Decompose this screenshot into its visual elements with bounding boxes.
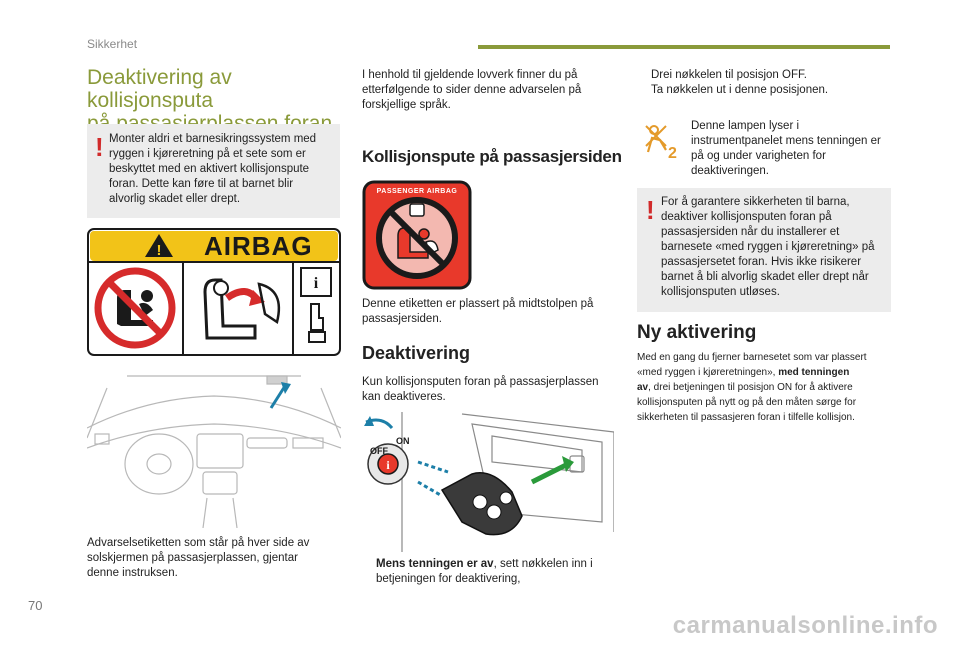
caption-line-1: Advarselsetiketten som står på hver side av	[87, 537, 310, 549]
key-step-1	[637, 68, 891, 83]
intro-line-1: I henhold til gjeldende lovverk finner du på	[362, 69, 578, 81]
caption-line-3: denne instruksen.	[87, 567, 178, 579]
warning-text-2: For å garantere sikkerheten til barna, deaktiver kollisjonsputen foran på passasjersiden når du installerer et barnesete «med ryggen i kjøreretning» på passasjersetet foran. Hvis ikke risikerer barnet å bli alvorlig skadet eller drept når kollisjonsputen utløses.	[661, 196, 875, 298]
airbag-off-warning-lamp-icon	[642, 122, 682, 162]
reactivation-line-5: sikkerheten til passasjeren foran i tilfelle kollisjon.	[637, 412, 855, 423]
key-switch-drawing	[362, 412, 614, 552]
heading-reactivation: Ny aktivering	[637, 322, 757, 343]
warning-text-1: Monter aldri et barnesikringssystem med ryggen i kjøreretning på et sete som er beskyttet med en aktivert kollisjonspute foran. Dette kan føre til at barnet blir alvorlig skadet eller drept.	[109, 133, 317, 205]
warning-lamp-graphic	[642, 122, 682, 162]
step-insert-key	[362, 557, 614, 587]
key-switch-illustration	[362, 412, 614, 552]
section-rule	[478, 45, 890, 49]
deactivation-line-2: kan deaktiveres.	[362, 391, 446, 403]
step-rest: , sett nøkkelen inn i	[493, 558, 593, 570]
lamp-text: Denne lampen lyser i instrumentpanelet mens tenningen er på og under varigheten for deaktiveringen.	[691, 120, 881, 177]
reactivation-line-2	[637, 365, 893, 380]
svg-text:2: 2	[668, 145, 677, 162]
key-step-2	[637, 83, 891, 98]
warning-box-1	[87, 124, 340, 218]
reactivation-line-4: kollisjonsputen på nytt og på den måten sørge for	[637, 397, 857, 408]
reactivation-line-3a: av	[637, 382, 649, 393]
section-label: Sikkerhet	[87, 37, 138, 51]
dashboard-illustration	[87, 368, 341, 528]
step-bold: Mens tenningen er av	[376, 558, 494, 570]
deactivation-text	[362, 375, 612, 405]
deactivation-line-1: Kun kollisjonsputen foran på passasjerplassen	[362, 376, 599, 388]
title-line-1: Deaktivering av kollisjonsputa	[87, 66, 232, 112]
svg-text:!: !	[156, 242, 162, 259]
step-line-2: betjeningen for deaktivering,	[376, 573, 521, 585]
warning-box-2	[637, 188, 891, 312]
label-caption-line-2: passasjersiden.	[362, 313, 442, 325]
passenger-airbag-label	[362, 180, 472, 290]
svg-text:i: i	[313, 275, 319, 292]
label-caption	[362, 297, 612, 327]
reactivation-text	[637, 350, 893, 425]
dashboard-caption	[87, 536, 341, 581]
airbag-warning-label	[87, 228, 341, 356]
page-number: 70	[28, 598, 43, 613]
reactivation-line-1: Med en gang du fjerner barnesetet som var plassert	[637, 352, 867, 363]
switch-on-label: ON	[396, 436, 410, 446]
passenger-airbag-text: PASSENGER AIRBAG	[376, 188, 458, 195]
key-step-2-text: Ta nøkkelen ut i denne posisjonen.	[651, 84, 829, 96]
key-step-1-text: Drei nøkkelen til posisjon OFF.	[651, 69, 807, 81]
passenger-airbag-graphic	[362, 180, 472, 290]
reactivation-line-3	[637, 380, 893, 395]
heading-passenger-airbag: Kollisjonspute på passasjersiden	[362, 147, 622, 166]
caption-line-2: solskjermen på passasjerplassen, gjentar	[87, 552, 298, 564]
warning-icon: !	[95, 132, 104, 162]
heading-deactivation: Deaktivering	[362, 343, 471, 363]
dashboard-drawing	[87, 368, 341, 528]
airbag-heading: AIRBAG	[204, 231, 313, 261]
intro-line-2: etterfølgende to sider denne advarselen på	[362, 84, 582, 96]
reactivation-line-2a: «med ryggen i kjøreretningen»,	[637, 367, 779, 378]
watermark: carmanualsonline.info	[672, 612, 938, 639]
warning-icon: !	[646, 195, 655, 225]
intro-line-3: forskjellige språk.	[362, 99, 451, 111]
switch-off-label: OFF	[370, 446, 388, 456]
label-caption-line-1: Denne etiketten er plassert på midtstolpen på	[362, 298, 594, 310]
svg-text:i: i	[386, 458, 390, 472]
step-line-1	[362, 557, 614, 572]
reactivation-line-2b: med tenningen	[778, 367, 850, 378]
reactivation-line-3b: , drei betjeningen til posisjon ON for å aktivere	[648, 382, 853, 393]
intro-text	[362, 68, 612, 113]
key-steps	[637, 68, 891, 98]
